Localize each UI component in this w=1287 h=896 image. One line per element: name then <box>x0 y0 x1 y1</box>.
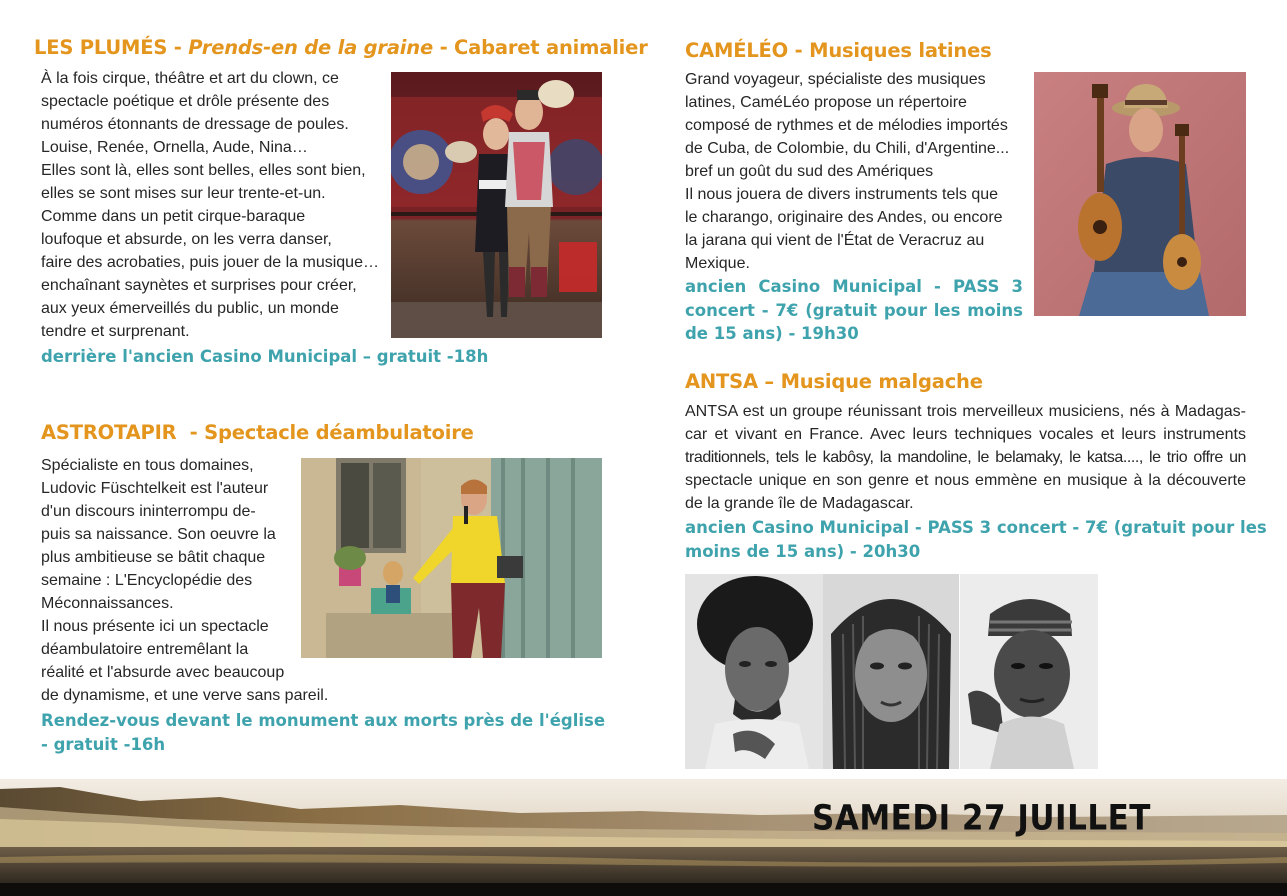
cameleo-line: latines, CaméLéo propose un répertoire <box>685 94 967 111</box>
cameleo-line: bref un goût du sud des Amériques <box>685 163 934 180</box>
plumes-description <box>41 67 382 343</box>
antsa-info-line: moins de 15 ans) - 20h30 <box>685 541 921 561</box>
plumes-info: derrière l'ancien Casino Municipal – gratuit -18h <box>41 347 489 366</box>
astrotapir-title: ASTROTAPIR - Spectacle déambulatoire <box>41 421 474 444</box>
astrotapir-photo <box>301 458 602 658</box>
astrotapir-line: déambulatoire entremêlant la <box>41 641 249 658</box>
plumes-line: elles se sont mises sur leur trente-et-un. <box>41 185 326 202</box>
cameleo-line: Mexique. <box>685 255 750 272</box>
astrotapir-line: de dynamisme, et une verve sans pareil. <box>41 687 329 704</box>
astrotapir-line: Il nous présente ici un spectacle <box>41 618 269 635</box>
astrotapir-info-line: - gratuit -16h <box>41 734 166 754</box>
antsa-info <box>685 516 1267 563</box>
cameleo-line: le charango, originaire des Andes, ou encore <box>685 209 1003 226</box>
plumes-line: enchaînant saynètes et surprises pour créer, <box>41 277 357 294</box>
plumes-title-post: - Cabaret animalier <box>432 36 648 59</box>
cameleo-line: la jarana qui vient de l'État de Veracruz au <box>685 232 985 249</box>
antsa-photo-3 <box>960 574 1098 769</box>
cameleo-photo <box>1034 72 1246 316</box>
astrotapir-line: semaine : L'Encyclopédie des <box>41 572 253 589</box>
cameleo-info <box>685 275 1023 346</box>
cameleo-title: CAMÉLÉO - Musiques latines <box>685 39 992 62</box>
antsa-line: de la grande île de Madagascar. <box>685 495 914 512</box>
astrotapir-description <box>41 454 329 707</box>
antsa-title: ANTSA – Musique malgache <box>685 370 983 393</box>
plumes-line: À la fois cirque, théâtre et art du clown, ce <box>41 70 339 87</box>
plumes-line: loufoque et absurde, on les verra danser, <box>41 231 332 248</box>
cameleo-description <box>685 68 1024 275</box>
astrotapir-line: Spécialiste en tous domaines, <box>41 457 254 474</box>
astrotapir-line: plus ambitieuse se bâtit chaque <box>41 549 266 566</box>
plumes-line: Comme dans un petit cirque-baraque <box>41 208 306 225</box>
antsa-line: ANTSA est un groupe réunissant trois merveilleux musiciens, nés à Madagas- <box>685 403 1246 420</box>
astrotapir-line: d'un discours ininterrompu de- <box>41 503 256 520</box>
plumes-line: Louise, Renée, Ornella, Aude, Nina… <box>41 139 308 156</box>
plumes-title-pre: LES PLUMÉS - <box>34 36 189 59</box>
cameleo-info-line: concert - 7€ (gratuit pour les moins <box>685 300 1023 320</box>
plumes-line: spectacle poétique et drôle présente des <box>41 93 330 110</box>
plumes-title <box>34 36 648 59</box>
antsa-line: spectacle unique en son genre et nous emmène en musique à la découverte <box>685 472 1246 489</box>
plumes-line: faire des acrobaties, puis jouer de la musique… <box>41 254 379 271</box>
antsa-photo-2 <box>823 574 959 769</box>
antsa-line: car et vivant en France. Avec leurs techniques vocales et leurs instruments <box>685 426 1246 443</box>
astrotapir-line: Méconnaissances. <box>41 595 174 612</box>
astrotapir-info-line: Rendez-vous devant le monument aux morts près de l'église <box>41 711 606 730</box>
cameleo-info-line: ancien Casino Municipal - PASS 3 <box>685 277 1023 296</box>
plumes-photo <box>391 72 602 338</box>
antsa-description <box>685 400 1246 515</box>
plumes-line: tendre et surprenant. <box>41 323 190 340</box>
antsa-info-line: ancien Casino Municipal - PASS 3 concert - 7€ (gratuit pour les <box>685 518 1267 537</box>
cameleo-line: Grand voyageur, spécialiste des musiques <box>685 71 986 88</box>
antsa-photo-1 <box>685 574 823 769</box>
astrotapir-line: Ludovic Füschtelkeit est l'auteur <box>41 480 269 497</box>
plumes-line: aux yeux émerveillés du public, un monde <box>41 300 339 317</box>
plumes-line: Elles sont là, elles sont belles, elles sont bien, <box>41 162 366 179</box>
plumes-line: numéros étonnants de dressage de poules. <box>41 116 349 133</box>
cameleo-line: composé de rythmes et de mélodies importés <box>685 117 1008 134</box>
cameleo-line: de Cuba, de Colombie, du Chili, d'Argentine... <box>685 140 1010 157</box>
cameleo-line: Il nous jouera de divers instruments tels que <box>685 186 999 203</box>
astrotapir-line: réalité et l'absurde avec beaucoup <box>41 664 285 681</box>
plumes-title-italic: Prends-en de la graine <box>188 36 433 59</box>
astrotapir-line: puis sa naissance. Son oeuvre la <box>41 526 276 543</box>
antsa-line: traditionnels, tels le kabôsy, la mandoline, le belamaky, le katsa...., le trio offre un <box>685 449 1246 466</box>
cameleo-info-line: de 15 ans) - 19h30 <box>685 324 859 343</box>
astrotapir-info <box>41 709 605 756</box>
footer-date-title: SAMEDI 27 JUILLET <box>812 798 1151 839</box>
